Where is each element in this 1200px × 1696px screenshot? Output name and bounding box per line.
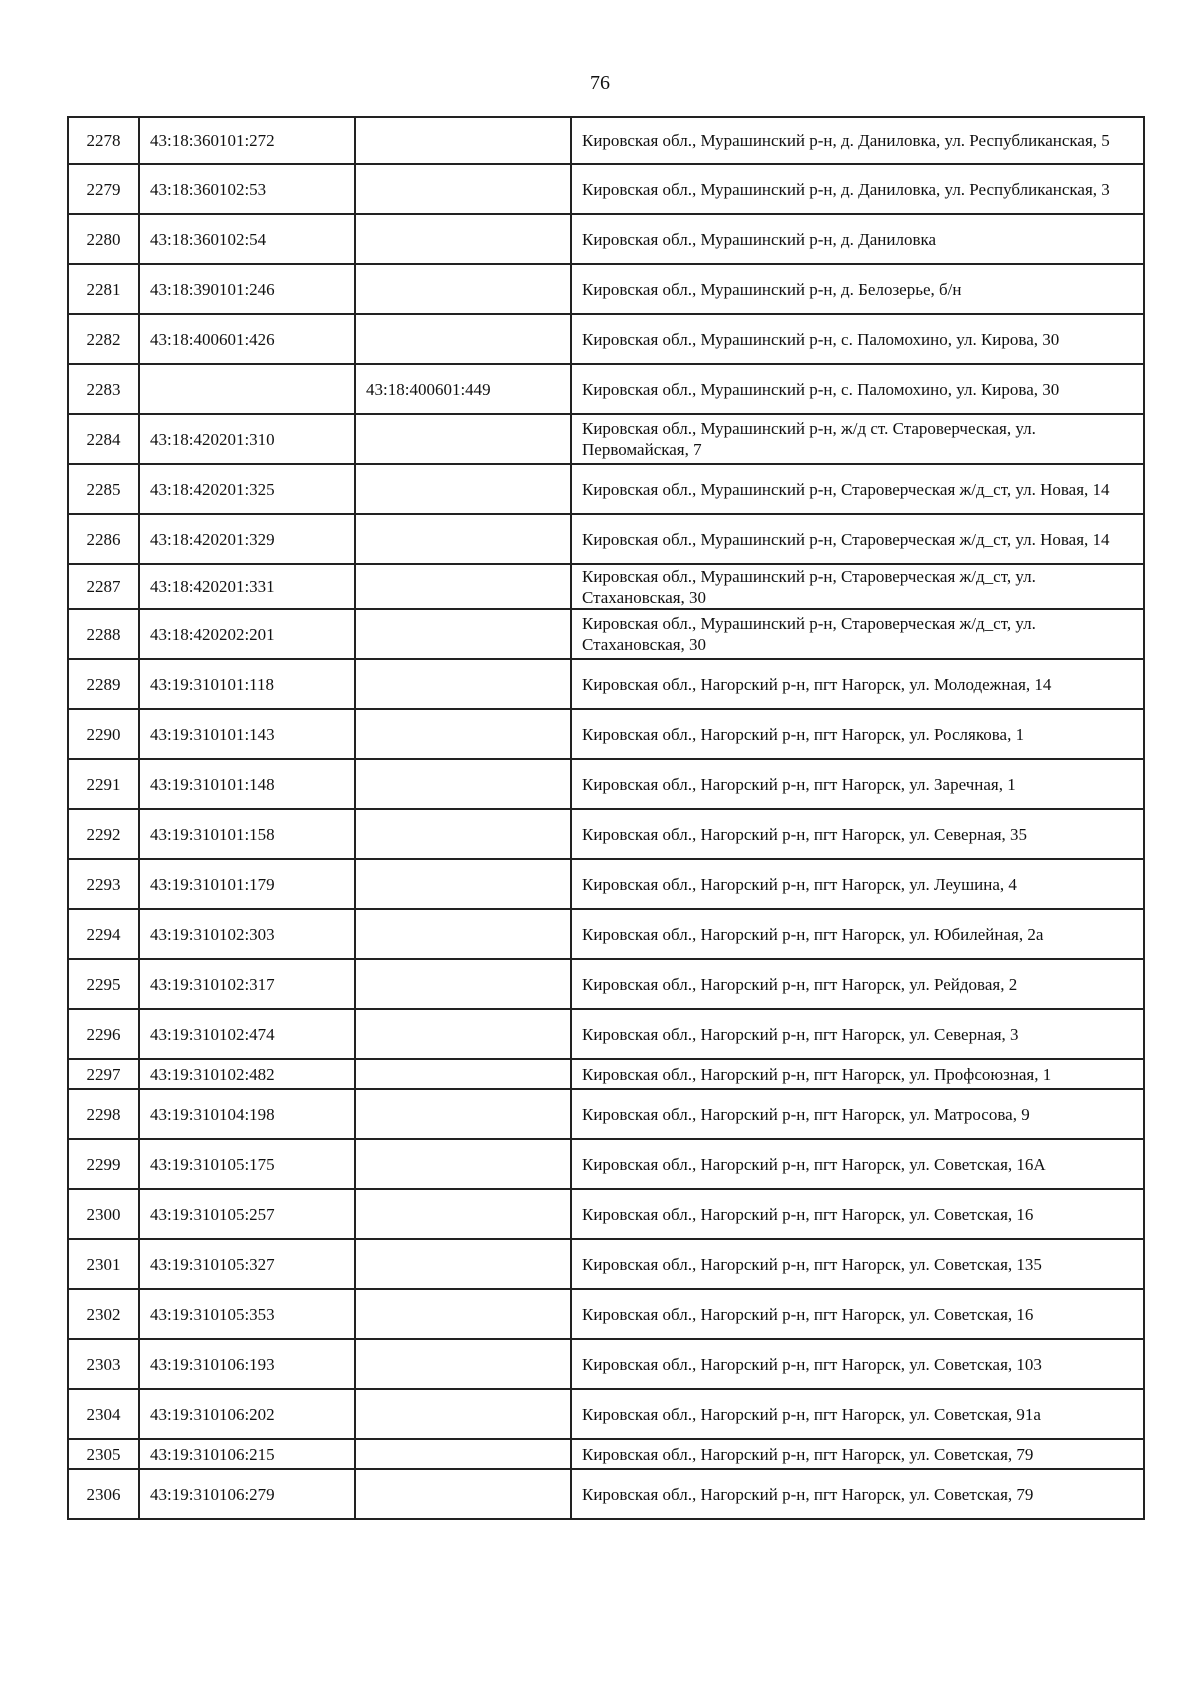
row-number: 2291 (68, 759, 139, 809)
address: Кировская обл., Нагорский р-н, пгт Нагорск, ул. Советская, 79 (571, 1439, 1144, 1469)
cadastral-number-2 (355, 264, 571, 314)
cadastral-number-2 (355, 909, 571, 959)
registry-table (67, 116, 1145, 1520)
cadastral-number-2 (355, 709, 571, 759)
row-number: 2285 (68, 464, 139, 514)
cadastral-number: 43:19:310102:317 (139, 959, 355, 1009)
row-number: 2290 (68, 709, 139, 759)
address: Кировская обл., Мурашинский р-н, д. Даниловка, ул. Республиканская, 3 (571, 164, 1144, 214)
table-row (68, 1389, 1144, 1439)
address: Кировская обл., Нагорский р-н, пгт Нагорск, ул. Советская, 79 (571, 1469, 1144, 1519)
table-row (68, 1439, 1144, 1469)
cadastral-number: 43:18:360101:272 (139, 117, 355, 164)
cadastral-number: 43:19:310105:257 (139, 1189, 355, 1239)
cadastral-number: 43:19:310105:175 (139, 1139, 355, 1189)
table-row (68, 1059, 1144, 1089)
cadastral-number: 43:19:310106:193 (139, 1339, 355, 1389)
row-number: 2298 (68, 1089, 139, 1139)
table-row (68, 759, 1144, 809)
row-number: 2296 (68, 1009, 139, 1059)
table-row (68, 659, 1144, 709)
row-number: 2306 (68, 1469, 139, 1519)
row-number: 2289 (68, 659, 139, 709)
row-number: 2280 (68, 214, 139, 264)
row-number: 2279 (68, 164, 139, 214)
address: Кировская обл., Мурашинский р-н, д. Даниловка, ул. Республиканская, 5 (571, 117, 1144, 164)
table-row (68, 364, 1144, 414)
cadastral-number-2 (355, 1009, 571, 1059)
cadastral-number-2 (355, 609, 571, 659)
cadastral-number: 43:19:310106:279 (139, 1469, 355, 1519)
address: Кировская обл., Нагорский р-н, пгт Нагорск, ул. Рейдовая, 2 (571, 959, 1144, 1009)
address: Кировская обл., Мурашинский р-н, Староверческая ж/д_ст, ул. Стахановская, 30 (571, 564, 1144, 609)
address: Кировская обл., Нагорский р-н, пгт Нагорск, ул. Леушина, 4 (571, 859, 1144, 909)
table-row (68, 1189, 1144, 1239)
cadastral-number: 43:18:420201:325 (139, 464, 355, 514)
cadastral-number-2 (355, 1469, 571, 1519)
row-number: 2281 (68, 264, 139, 314)
address: Кировская обл., Нагорский р-н, пгт Нагорск, ул. Советская, 103 (571, 1339, 1144, 1389)
row-number: 2293 (68, 859, 139, 909)
cadastral-number-2 (355, 214, 571, 264)
cadastral-number: 43:18:360102:54 (139, 214, 355, 264)
table-row (68, 1009, 1144, 1059)
row-number: 2295 (68, 959, 139, 1009)
row-number: 2299 (68, 1139, 139, 1189)
address: Кировская обл., Мурашинский р-н, Староверческая ж/д_ст, ул. Стахановская, 30 (571, 609, 1144, 659)
row-number: 2287 (68, 564, 139, 609)
cadastral-number: 43:19:310101:148 (139, 759, 355, 809)
cadastral-number: 43:19:310101:118 (139, 659, 355, 709)
table-row (68, 464, 1144, 514)
table-row (68, 859, 1144, 909)
cadastral-number: 43:18:420201:310 (139, 414, 355, 464)
address: Кировская обл., Нагорский р-н, пгт Нагорск, ул. Советская, 16 (571, 1289, 1144, 1339)
table-row (68, 1089, 1144, 1139)
cadastral-number: 43:19:310105:353 (139, 1289, 355, 1339)
address: Кировская обл., Мурашинский р-н, с. Паломохино, ул. Кирова, 30 (571, 364, 1144, 414)
table-body (68, 117, 1144, 1519)
table-row (68, 414, 1144, 464)
row-number: 2303 (68, 1339, 139, 1389)
address: Кировская обл., Нагорский р-н, пгт Нагорск, ул. Юбилейная, 2а (571, 909, 1144, 959)
table-row (68, 264, 1144, 314)
address: Кировская обл., Нагорский р-н, пгт Нагорск, ул. Северная, 3 (571, 1009, 1144, 1059)
cadastral-number-2 (355, 1389, 571, 1439)
cadastral-number-2 (355, 564, 571, 609)
cadastral-number-2 (355, 659, 571, 709)
cadastral-number-2 (355, 1139, 571, 1189)
cadastral-number: 43:18:400601:426 (139, 314, 355, 364)
row-number: 2304 (68, 1389, 139, 1439)
address: Кировская обл., Нагорский р-н, пгт Нагорск, ул. Северная, 35 (571, 809, 1144, 859)
cadastral-number: 43:19:310102:482 (139, 1059, 355, 1089)
cadastral-number-2 (355, 809, 571, 859)
address: Кировская обл., Мурашинский р-н, Староверческая ж/д_ст, ул. Новая, 14 (571, 514, 1144, 564)
cadastral-number-2 (355, 1059, 571, 1089)
table-row (68, 117, 1144, 164)
cadastral-number-2 (355, 464, 571, 514)
address: Кировская обл., Нагорский р-н, пгт Нагорск, ул. Советская, 16А (571, 1139, 1144, 1189)
table-row (68, 609, 1144, 659)
table-row (68, 909, 1144, 959)
row-number: 2283 (68, 364, 139, 414)
cadastral-number-2 (355, 414, 571, 464)
table-row (68, 214, 1144, 264)
cadastral-number-2 (355, 1339, 571, 1389)
address: Кировская обл., Нагорский р-н, пгт Нагорск, ул. Матросова, 9 (571, 1089, 1144, 1139)
row-number: 2305 (68, 1439, 139, 1469)
address: Кировская обл., Мурашинский р-н, д. Белозерье, б/н (571, 264, 1144, 314)
cadastral-number: 43:19:310101:158 (139, 809, 355, 859)
address: Кировская обл., Нагорский р-н, пгт Нагорск, ул. Советская, 16 (571, 1189, 1144, 1239)
table-row (68, 1239, 1144, 1289)
address: Кировская обл., Нагорский р-н, пгт Нагорск, ул. Заречная, 1 (571, 759, 1144, 809)
cadastral-number: 43:18:420201:331 (139, 564, 355, 609)
cadastral-number-2 (355, 959, 571, 1009)
cadastral-number: 43:19:310101:179 (139, 859, 355, 909)
row-number: 2284 (68, 414, 139, 464)
page-number: 76 (590, 72, 610, 94)
cadastral-number-2: 43:18:400601:449 (355, 364, 571, 414)
table-row (68, 1469, 1144, 1519)
table-row (68, 1289, 1144, 1339)
address: Кировская обл., Мурашинский р-н, д. Даниловка (571, 214, 1144, 264)
cadastral-number: 43:19:310102:474 (139, 1009, 355, 1059)
cadastral-number: 43:18:420202:201 (139, 609, 355, 659)
cadastral-number-2 (355, 859, 571, 909)
row-number: 2288 (68, 609, 139, 659)
address: Кировская обл., Мурашинский р-н, Староверческая ж/д_ст, ул. Новая, 14 (571, 464, 1144, 514)
cadastral-number (139, 364, 355, 414)
cadastral-number-2 (355, 164, 571, 214)
cadastral-number-2 (355, 1189, 571, 1239)
table-row (68, 1339, 1144, 1389)
row-number: 2286 (68, 514, 139, 564)
cadastral-number: 43:18:420201:329 (139, 514, 355, 564)
table-row (68, 1139, 1144, 1189)
row-number: 2300 (68, 1189, 139, 1239)
address: Кировская обл., Мурашинский р-н, с. Паломохино, ул. Кирова, 30 (571, 314, 1144, 364)
cadastral-number-2 (355, 314, 571, 364)
table-row (68, 514, 1144, 564)
address: Кировская обл., Мурашинский р-н, ж/д ст. Староверческая, ул. Первомайская, 7 (571, 414, 1144, 464)
cadastral-number-2 (355, 1439, 571, 1469)
table-row (68, 709, 1144, 759)
cadastral-number: 43:19:310101:143 (139, 709, 355, 759)
address: Кировская обл., Нагорский р-н, пгт Нагорск, ул. Профсоюзная, 1 (571, 1059, 1144, 1089)
table-row (68, 564, 1144, 609)
cadastral-number: 43:18:390101:246 (139, 264, 355, 314)
table-row (68, 959, 1144, 1009)
address: Кировская обл., Нагорский р-н, пгт Нагорск, ул. Советская, 91а (571, 1389, 1144, 1439)
row-number: 2282 (68, 314, 139, 364)
row-number: 2302 (68, 1289, 139, 1339)
cadastral-number-2 (355, 1239, 571, 1289)
cadastral-number: 43:19:310102:303 (139, 909, 355, 959)
cadastral-number-2 (355, 514, 571, 564)
row-number: 2292 (68, 809, 139, 859)
table-row (68, 164, 1144, 214)
address: Кировская обл., Нагорский р-н, пгт Нагорск, ул. Молодежная, 14 (571, 659, 1144, 709)
row-number: 2301 (68, 1239, 139, 1289)
row-number: 2297 (68, 1059, 139, 1089)
cadastral-number: 43:19:310106:215 (139, 1439, 355, 1469)
row-number: 2294 (68, 909, 139, 959)
cadastral-number: 43:18:360102:53 (139, 164, 355, 214)
cadastral-number: 43:19:310105:327 (139, 1239, 355, 1289)
address: Кировская обл., Нагорский р-н, пгт Нагорск, ул. Рослякова, 1 (571, 709, 1144, 759)
cadastral-number-2 (355, 1089, 571, 1139)
table-row (68, 314, 1144, 364)
cadastral-number-2 (355, 759, 571, 809)
cadastral-number: 43:19:310106:202 (139, 1389, 355, 1439)
row-number: 2278 (68, 117, 139, 164)
table-row (68, 809, 1144, 859)
address: Кировская обл., Нагорский р-н, пгт Нагорск, ул. Советская, 135 (571, 1239, 1144, 1289)
cadastral-number-2 (355, 1289, 571, 1339)
cadastral-number-2 (355, 117, 571, 164)
cadastral-number: 43:19:310104:198 (139, 1089, 355, 1139)
